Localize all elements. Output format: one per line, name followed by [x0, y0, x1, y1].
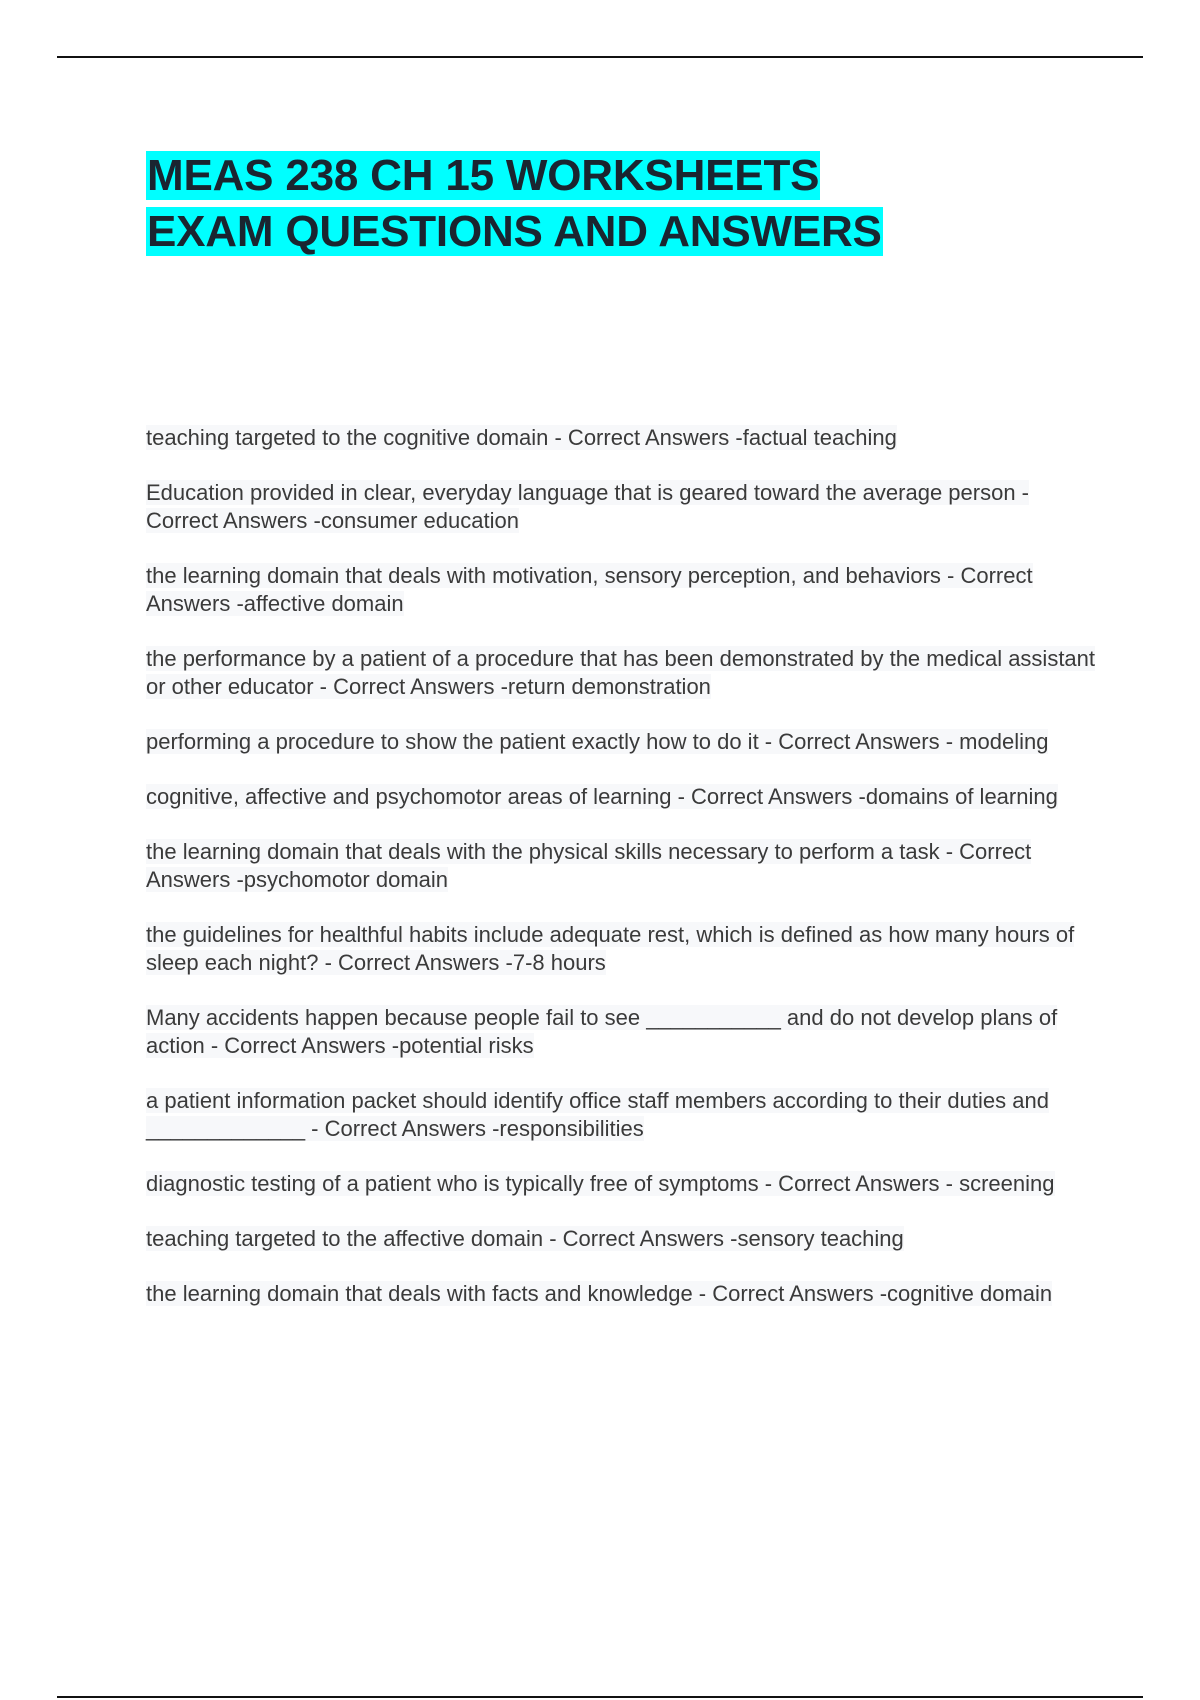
qa-item: performing a procedure to show the patient exactly how to do it - Correct Answers - modeling [146, 729, 1049, 754]
qa-item: the learning domain that deals with motivation, sensory perception, and behaviors - Correct Answers -affective domain [146, 563, 1033, 616]
qa-list [146, 424, 1096, 1335]
bottom-rule [57, 1696, 1143, 1698]
title-line-1: MEAS 238 CH 15 WORKSHEETS [147, 151, 820, 200]
qa-item: diagnostic testing of a patient who is typically free of symptoms - Correct Answers - screening [146, 1171, 1055, 1196]
qa-item: the performance by a patient of a procedure that has been demonstrated by the medical assistant or other educator - Correct Answers -return demonstration [146, 646, 1096, 699]
qa-item: a patient information packet should identify office staff members according to their duties and _____________ - Correct Answers -responsibilities [146, 1088, 1049, 1141]
qa-item: the learning domain that deals with facts and knowledge - Correct Answers -cognitive domain [146, 1281, 1053, 1306]
qa-item: the learning domain that deals with the physical skills necessary to perform a task - Correct Answers -psychomotor domain [146, 839, 1032, 892]
title-line-2: EXAM QUESTIONS AND ANSWERS [147, 207, 882, 256]
qa-item: teaching targeted to the cognitive domain - Correct Answers -factual teaching [146, 425, 897, 450]
qa-item: Many accidents happen because people fail to see ___________ and do not develop plans of action - Correct Answers -potential risks [146, 1005, 1058, 1058]
qa-item: Education provided in clear, everyday language that is geared toward the average person - Correct Answers -consumer education [146, 480, 1030, 533]
qa-item: the guidelines for healthful habits include adequate rest, which is defined as how many hours of sleep each night? - Correct Answers -7-8 hours [146, 922, 1075, 975]
page-title [146, 148, 1106, 260]
qa-item: cognitive, affective and psychomotor areas of learning - Correct Answers -domains of learning [146, 784, 1058, 809]
qa-item: teaching targeted to the affective domain - Correct Answers -sensory teaching [146, 1226, 904, 1251]
top-rule [57, 56, 1143, 58]
